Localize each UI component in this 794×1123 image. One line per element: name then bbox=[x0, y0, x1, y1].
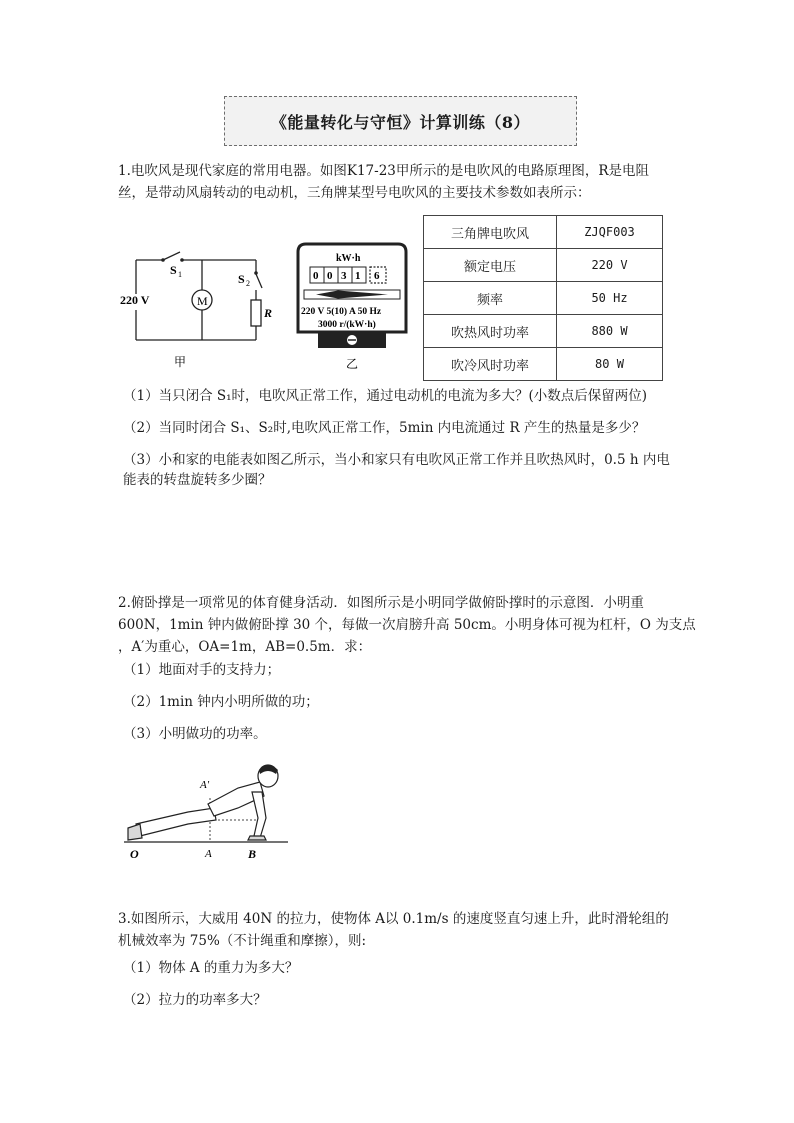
s1-label: S bbox=[170, 263, 177, 277]
spec-value: 80 W bbox=[557, 348, 663, 381]
problem3-line1: 3.如图所示，大威用 40N 的拉力，使物体 A以 0.1m/s 的速度竖直匀速上升，此时滑轮组的 bbox=[118, 911, 669, 927]
problem1-q3-line1: （3）小和家的电能表如图乙所示，当小和家只有电吹风正常工作并且吹热风时，0.5 h 内电 bbox=[123, 452, 670, 468]
spec-key: 吹热风时功率 bbox=[424, 315, 557, 348]
problem1-line2: 丝，是带动风扇转动的电动机，三角牌某型号电吹风的主要技术参数如表所示： bbox=[118, 185, 591, 201]
table-row bbox=[424, 216, 663, 249]
circuit-diagram bbox=[118, 238, 278, 370]
meter-digit: 1 bbox=[355, 270, 361, 282]
page-title-text: 《能量转化与守恒》计算训练（8） bbox=[270, 112, 531, 132]
table-row bbox=[424, 348, 663, 381]
problem1-text bbox=[118, 160, 649, 204]
resistor-label: R bbox=[264, 306, 273, 320]
table-row bbox=[424, 315, 663, 348]
pushup-figure bbox=[118, 758, 293, 866]
spec-value: 880 W bbox=[557, 315, 663, 348]
problem2-text bbox=[118, 592, 696, 658]
s1-sub: 1 bbox=[178, 270, 182, 279]
problem2-line3: ，A′为重心，OA=1m，AB=0.5m．求： bbox=[118, 639, 372, 655]
problem1-q3-line2: 能表的转盘旋转多少圈？ bbox=[123, 472, 272, 488]
problem1-line1: 1.电吹风是现代家庭的常用电器。如图K17-23甲所示的是电吹风的电路原理图，R是电阻 bbox=[118, 163, 650, 179]
spec-key: 额定电压 bbox=[424, 249, 557, 282]
spec-table bbox=[423, 215, 663, 381]
s2-label: S bbox=[238, 272, 245, 286]
circuit-caption: 甲 bbox=[174, 355, 187, 369]
spec-value: 50 Hz bbox=[557, 282, 663, 315]
table-row bbox=[424, 282, 663, 315]
problem2-q2: （2）1min 钟内小明所做的功； bbox=[123, 694, 319, 710]
meter-digits bbox=[310, 267, 386, 283]
problem2-line2: 600N，1min 钟内做俯卧撑 30 个，每做一次肩膀升高 50cm。小明身体可视为杠杆，O 为支点 bbox=[118, 617, 696, 633]
problem1-q2: （2）当同时闭合 S₁、S₂时,电吹风正常工作，5min 内电流通过 R 产生的热量是多少？ bbox=[123, 420, 646, 436]
problem1-q3 bbox=[123, 450, 670, 490]
meter-dial-icon bbox=[304, 290, 400, 299]
label-o: O bbox=[130, 847, 139, 861]
problem2-q3: （3）小明做功的功率。 bbox=[123, 726, 267, 742]
label-b: B bbox=[248, 847, 257, 861]
problem2-q1: （1）地面对手的支持力； bbox=[123, 662, 281, 678]
meter-digit: 0 bbox=[327, 270, 333, 282]
s2-sub: 2 bbox=[246, 279, 250, 288]
problem2-line1: 2.俯卧撑是一项常见的体育健身活动．如图所示是小明同学做俯卧撑时的示意图．小明重 bbox=[118, 595, 644, 611]
spec-key: 吹冷风时功率 bbox=[424, 348, 557, 381]
problem3-line2: 机械效率为 75%（不计绳重和摩擦），则: bbox=[118, 933, 367, 949]
energy-meter bbox=[292, 240, 412, 372]
problem3-text bbox=[118, 908, 669, 952]
problem3-q1: （1）物体 A 的重力为多大？ bbox=[123, 960, 299, 976]
label-a-prime: A' bbox=[200, 779, 210, 791]
motor-label: M bbox=[197, 294, 208, 308]
table-row bbox=[424, 249, 663, 282]
spec-key: 频率 bbox=[424, 282, 557, 315]
meter-rev: 3000 r/(kW·h) bbox=[318, 320, 376, 330]
meter-caption: 乙 bbox=[346, 357, 359, 371]
spec-key: 三角牌电吹风 bbox=[424, 216, 557, 249]
meter-digit: 0 bbox=[313, 270, 319, 282]
spec-value: 220 V bbox=[557, 249, 663, 282]
meter-rating: 220 V 5(10) A 50 Hz bbox=[301, 307, 382, 317]
spec-value: ZJQF003 bbox=[557, 216, 663, 249]
label-a: A bbox=[205, 848, 212, 860]
voltage-label: 220 V bbox=[120, 293, 150, 307]
page-title bbox=[224, 96, 577, 146]
problem3-q2: （2）拉力的功率多大？ bbox=[123, 992, 267, 1008]
meter-digit: 3 bbox=[341, 270, 347, 282]
problem1-q1: （1）当只闭合 S₁时，电吹风正常工作，通过电动机的电流为多大？(小数点后保留两位) bbox=[123, 388, 648, 404]
meter-digit-decimal: 6 bbox=[374, 270, 380, 282]
meter-unit: kW·h bbox=[336, 253, 361, 264]
